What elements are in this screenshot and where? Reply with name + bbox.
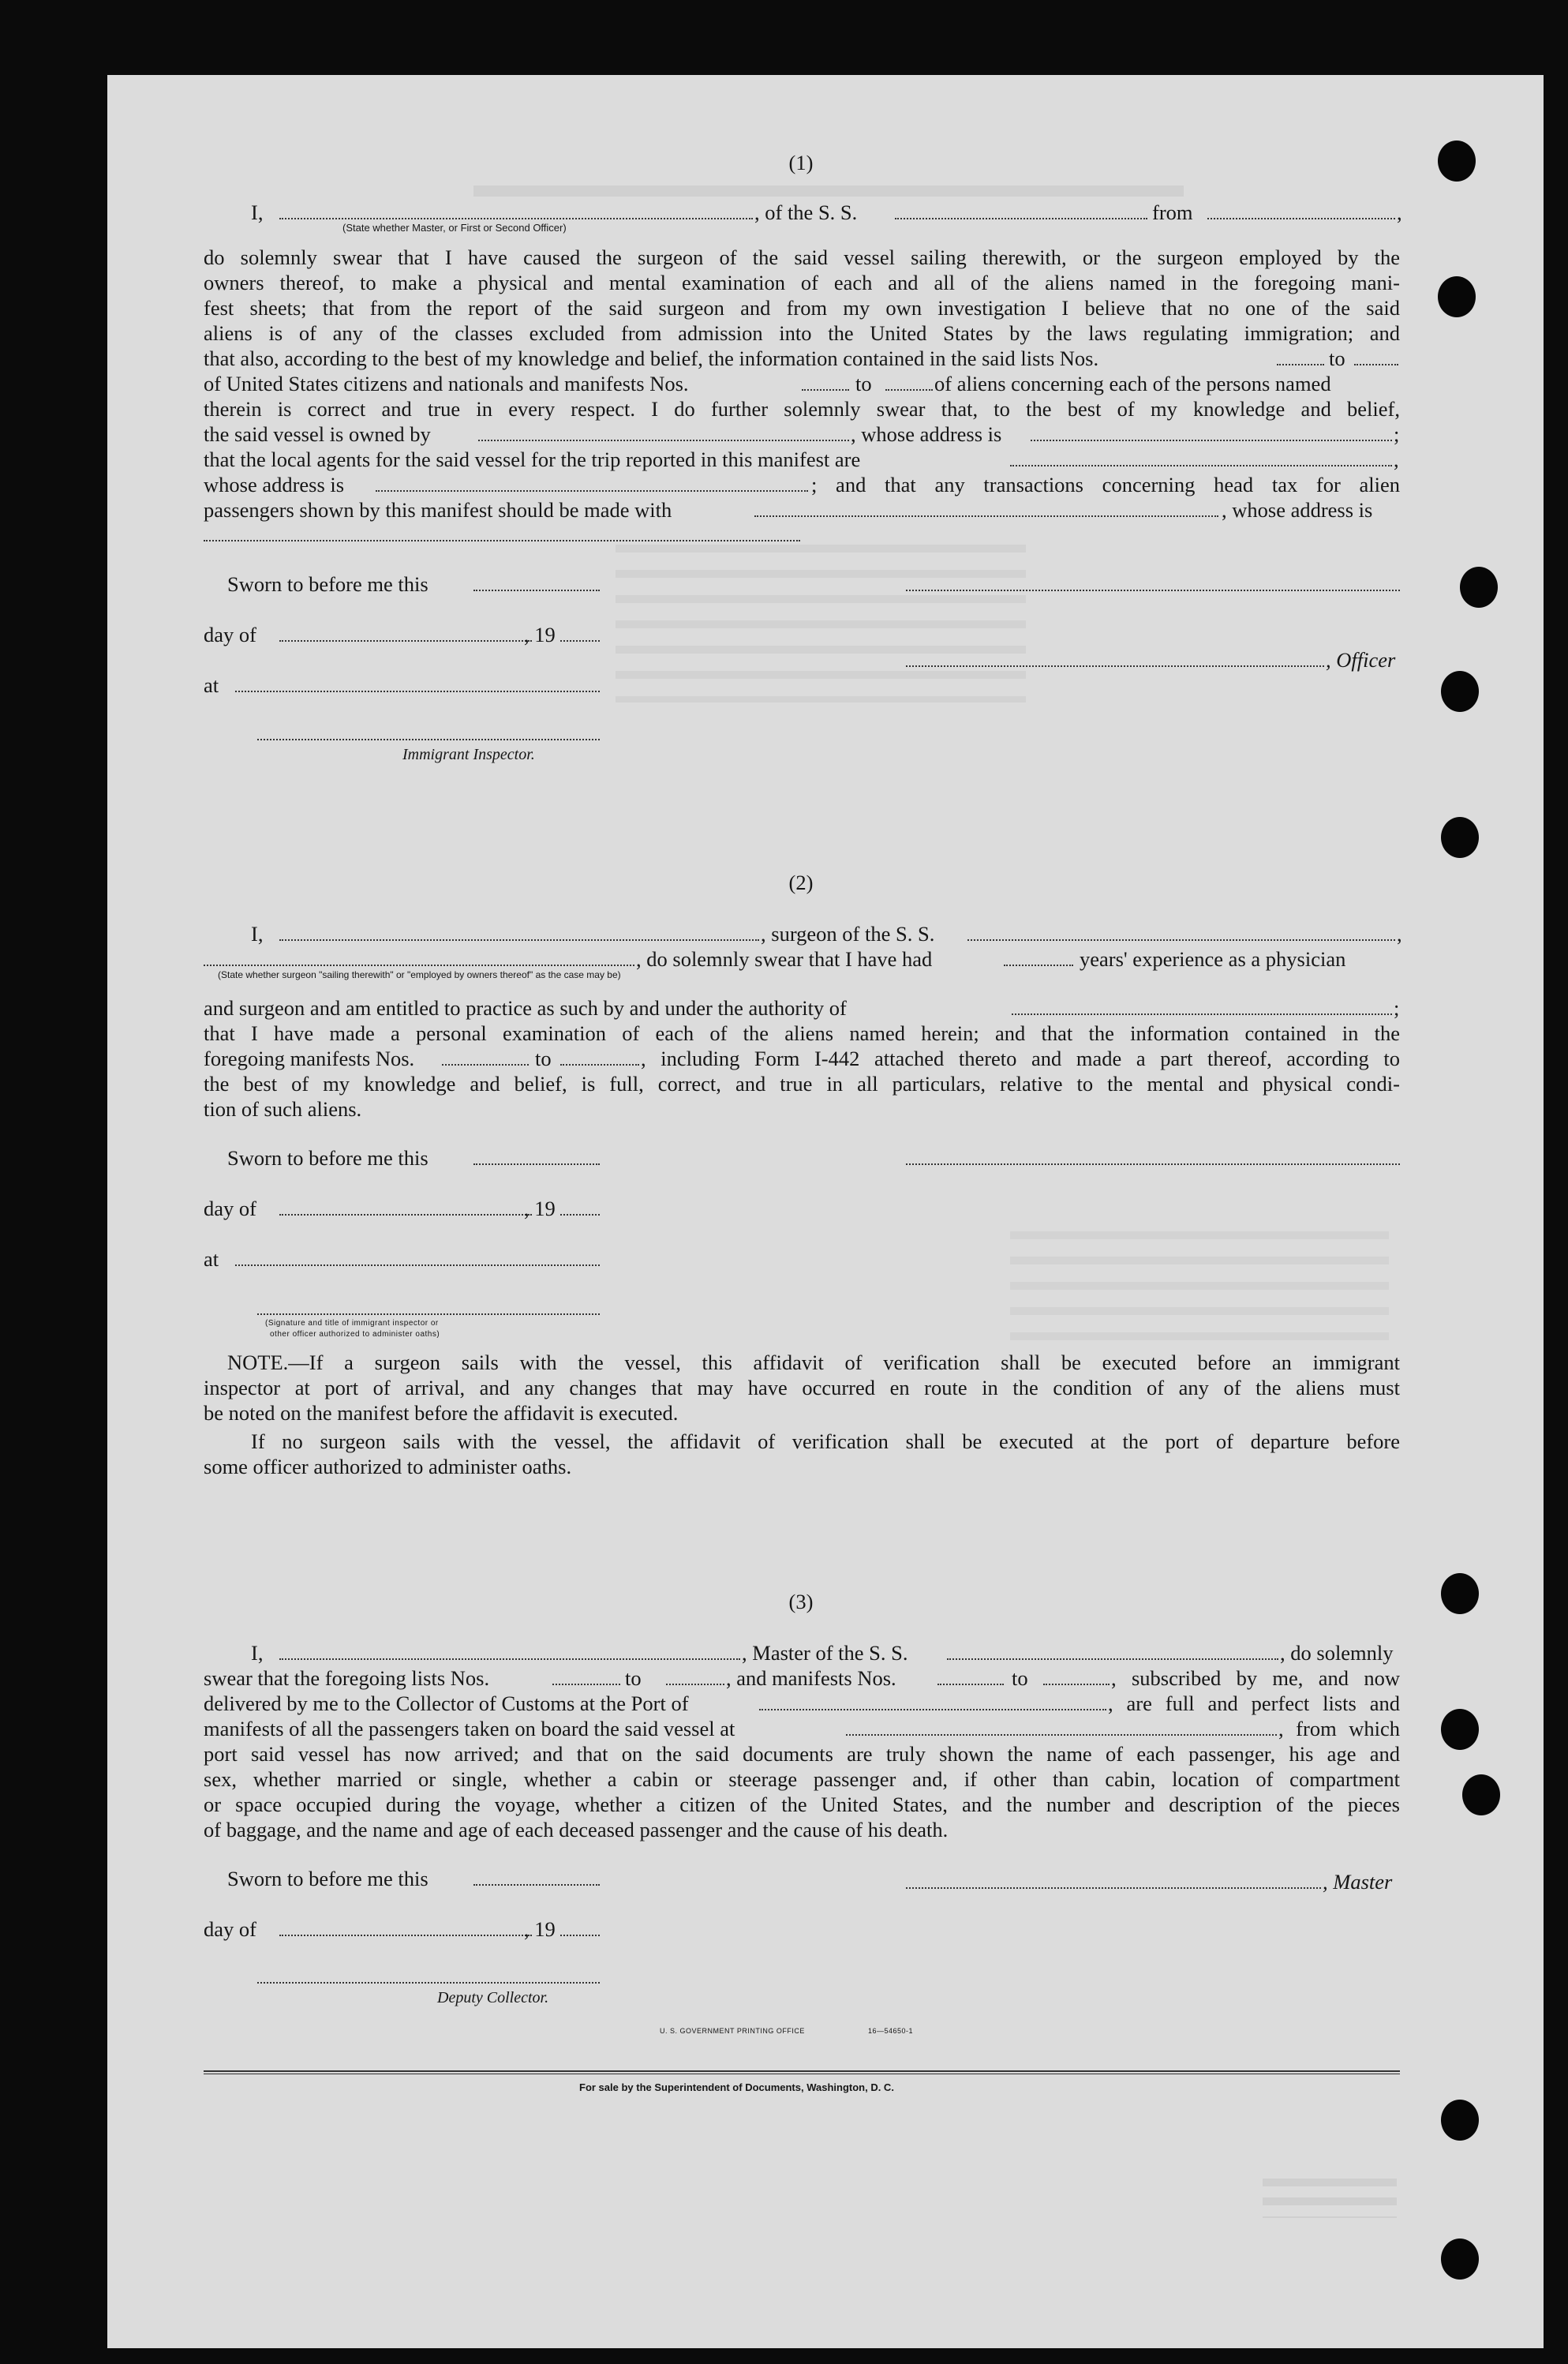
at-label: at [204, 1247, 219, 1271]
oath-line: that I have made a personal examination of each of the aliens named herein; and that the information contained in the [204, 1021, 1400, 1045]
blank-surgeon-signature[interactable] [906, 1163, 1400, 1165]
punch-hole [1441, 1709, 1479, 1750]
blank-officer-signature-2[interactable] [906, 665, 1324, 667]
text: ; [1394, 422, 1400, 446]
text: years' experience as a physician [1080, 947, 1346, 971]
text: I, [251, 922, 264, 946]
blank-surgeon-name[interactable] [279, 939, 759, 941]
blank-vessel-name-2[interactable] [967, 939, 1395, 941]
blank-vessel-name-3[interactable] [947, 1658, 1278, 1660]
note-line: some officer authorized to administer oaths. [204, 1455, 572, 1478]
officer-note: (State whether Master, or First or Second Officer) [342, 222, 567, 234]
blank-head-tax-contact[interactable] [754, 515, 1218, 517]
blank-local-agents[interactable] [1010, 465, 1392, 466]
blank-sworn-date-2[interactable] [473, 1163, 600, 1165]
text: and surgeon and am entitled to practice as such by and under the authority of [204, 996, 847, 1020]
oath-line: do solemnly swear that I have caused the surgeon of the said vessel sailing therewith, or the surgeon employed by the [204, 245, 1400, 269]
text: swear that the foregoing lists Nos. [204, 1666, 490, 1690]
inspector-signature-line[interactable] [257, 739, 600, 740]
text: , subscribed by me, and now [1111, 1666, 1400, 1690]
punch-hole [1441, 2238, 1479, 2280]
blank-master-signature[interactable] [906, 1887, 1321, 1889]
blank-port-of-arrival[interactable] [759, 1709, 1106, 1710]
oath-line: sex, whether married or single, whether a cabin or steerage passenger and, if other than cabin, location of compartment [204, 1767, 1400, 1791]
blank-agents-address[interactable] [376, 490, 808, 492]
blank-day-of-2[interactable] [279, 1214, 532, 1216]
deputy-collector-label: Deputy Collector. [437, 1989, 549, 2006]
punch-hole [1441, 2100, 1479, 2141]
text: manifests of all the passengers taken on board the said vessel at [204, 1717, 735, 1740]
master-label: , Master [1323, 1870, 1393, 1894]
sale-notice: For sale by the Superintendent of Documents, Washington, D. C. [579, 2081, 894, 2093]
text: the said vessel is owned by [204, 422, 431, 446]
bleed-through-texture [473, 185, 1184, 197]
text: , of the S. S. [754, 200, 858, 224]
text: to [625, 1666, 642, 1690]
oath-line: therein is correct and true in every respect. I do further solemnly swear that, to the best of my knowledge and belief, [204, 397, 1400, 421]
blank-manifest-to-3[interactable] [1043, 1684, 1110, 1685]
text: to [855, 372, 872, 395]
text: , whose address is [851, 422, 1002, 446]
day-of-label: day of [204, 623, 256, 646]
blank-sworn-date-3[interactable] [473, 1884, 600, 1886]
footer-rule [204, 2070, 1400, 2072]
blank-list-from[interactable] [1277, 364, 1324, 365]
day-of-label: day of [204, 1197, 256, 1220]
blank-year-2[interactable] [560, 1214, 600, 1216]
day-of-label: day of [204, 1917, 256, 1941]
deputy-collector-signature-line[interactable] [257, 1982, 600, 1984]
punch-hole [1460, 567, 1498, 608]
blank-surgeon-status[interactable] [204, 965, 634, 966]
surgeon-note: (State whether surgeon "sailing therewith" or "employed by owners thereof" as the case may be) [218, 969, 621, 980]
punch-hole [1462, 1774, 1500, 1815]
at-label: at [204, 673, 219, 697]
blank-year-3[interactable] [560, 1935, 600, 1936]
printing-office: U. S. GOVERNMENT PRINTING OFFICE [660, 2027, 805, 2035]
text: , surgeon of the S. S. [761, 922, 935, 946]
blank-manifest-from[interactable] [802, 389, 849, 391]
text: , Master of the S. S. [742, 1641, 908, 1665]
text: to [1012, 1666, 1028, 1690]
form-number: 16—54650-1 [868, 2027, 914, 2035]
text: that also, according to the best of my knowledge and belief, the information contained in the said lists Nos. [204, 347, 1099, 370]
blank-master-name[interactable] [279, 1658, 740, 1660]
blank-place[interactable] [235, 691, 600, 692]
blank-list-to[interactable] [1354, 364, 1398, 365]
blank-authority[interactable] [1012, 1013, 1392, 1015]
sworn-label: Sworn to before me this [227, 1867, 428, 1890]
text: delivered by me to the Collector of Customs at the Port of [204, 1692, 689, 1715]
note-line: If no surgeon sails with the vessel, the affidavit of verification shall be executed at the port of departure before [251, 1429, 1400, 1453]
text: ; [1394, 996, 1400, 1020]
officer-label: , Officer [1326, 648, 1396, 672]
blank-sworn-date[interactable] [473, 590, 600, 591]
text: to [1329, 347, 1345, 370]
bleed-through-texture [1263, 2179, 1397, 2218]
text: of aliens concerning each of the persons named [934, 372, 1331, 395]
oath-line: tion of such aliens. [204, 1097, 362, 1121]
section-3-number: (3) [788, 1590, 814, 1613]
oath-line: or space occupied during the voyage, whether a citizen of the United States, and the number and description of the pieces [204, 1793, 1400, 1816]
section-1-number: (1) [788, 151, 814, 174]
text: of United States citizens and nationals and manifests Nos. [204, 372, 689, 395]
blank-years-experience[interactable] [1004, 965, 1073, 966]
text: whose address is [204, 473, 345, 496]
blank-port-of-departure[interactable] [846, 1734, 1277, 1736]
blank-manifest-from-3[interactable] [937, 1684, 1004, 1685]
bleed-through-texture [616, 545, 1026, 702]
text: , from which [1278, 1717, 1400, 1740]
text: that the local agents for the said vessel for the trip reported in this manifest are [204, 448, 861, 471]
text: , whose address is [1222, 498, 1373, 522]
text: , and manifests Nos. [726, 1666, 896, 1690]
oath-line: fest sheets; that from the report of the said surgeon and from my own investigation I believe that no one of the said [204, 296, 1400, 320]
oath-line: the best of my knowledge and belief, is full, correct, and true in all particulars, relative to the mental and physical condi- [204, 1072, 1400, 1096]
blank-lists-to-3[interactable] [666, 1684, 724, 1685]
blank-contact-address[interactable] [204, 540, 800, 541]
year-label: , 19 [524, 1197, 556, 1220]
blank-manifest-to-2[interactable] [560, 1064, 639, 1066]
bleed-through-texture [1010, 1231, 1389, 1342]
text: , [1394, 448, 1399, 471]
note-line: NOTE.—If a surgeon sails with the vessel, this affidavit of verification shall be executed before an immigrant [227, 1351, 1400, 1374]
blank-year[interactable] [560, 640, 600, 642]
oath-line: port said vessel has now arrived; and that on the said documents are truly shown the name of each passenger, his age and [204, 1742, 1400, 1766]
blank-lists-from-3[interactable] [552, 1684, 620, 1685]
punch-hole [1441, 671, 1479, 712]
punch-hole [1438, 140, 1476, 182]
blank-officer-signature-1[interactable] [906, 590, 1400, 591]
inspector-signature-line-2[interactable] [257, 1313, 600, 1315]
signer-note: (Signature and title of immigrant inspector or [265, 1319, 439, 1328]
text: I, [251, 200, 264, 224]
text: from [1152, 200, 1193, 224]
signer-note: other officer authorized to administer oaths) [270, 1330, 440, 1339]
oath-line: owners thereof, to make a physical and mental examination of each and all of the aliens named in the foregoing mani- [204, 271, 1400, 294]
sworn-label: Sworn to before me this [227, 572, 428, 596]
year-label: , 19 [524, 623, 556, 646]
text: , [1397, 200, 1402, 224]
text: , do solemnly swear that I have had [636, 947, 933, 971]
text: foregoing manifests Nos. [204, 1047, 415, 1070]
note-line: be noted on the manifest before the affidavit is executed. [204, 1401, 679, 1425]
section-2-number: (2) [788, 871, 814, 894]
text: to [535, 1047, 552, 1070]
text: , are full and perfect lists and [1108, 1692, 1400, 1715]
year-label: , 19 [524, 1917, 556, 1941]
blank-day-of-3[interactable] [279, 1935, 532, 1936]
text: , including Form I-442 attached thereto and made a part thereof, according to [641, 1047, 1400, 1070]
oath-line: aliens is of any of the classes excluded from admission into the United States by the laws regulating immigration; and [204, 321, 1400, 345]
punch-hole [1441, 817, 1479, 858]
text: I, [251, 1641, 264, 1665]
text: , do solemnly [1280, 1641, 1394, 1665]
text: ; and that any transactions concerning head tax for alien [811, 473, 1400, 496]
oath-line: of baggage, and the name and age of each deceased passenger and the cause of his death. [204, 1818, 949, 1841]
text: , [1397, 922, 1402, 946]
blank-place-2[interactable] [235, 1264, 600, 1266]
blank-officer-name[interactable] [279, 218, 753, 219]
punch-hole [1441, 1573, 1479, 1614]
note-line: inspector at port of arrival, and any changes that may have occurred en route in the condition of any of the aliens must [204, 1376, 1400, 1399]
blank-owner-address[interactable] [1031, 440, 1392, 441]
blank-day-of[interactable] [279, 640, 532, 642]
blank-vessel-owner[interactable] [478, 440, 849, 441]
blank-manifest-from-2[interactable] [442, 1064, 529, 1066]
sworn-label: Sworn to before me this [227, 1146, 428, 1170]
blank-from-port[interactable] [1207, 218, 1395, 219]
inspector-label: Immigrant Inspector. [402, 746, 535, 763]
text: passengers shown by this manifest should be made with [204, 498, 672, 522]
blank-vessel-name[interactable] [895, 218, 1147, 219]
blank-manifest-to[interactable] [885, 389, 933, 391]
punch-hole [1438, 276, 1476, 317]
